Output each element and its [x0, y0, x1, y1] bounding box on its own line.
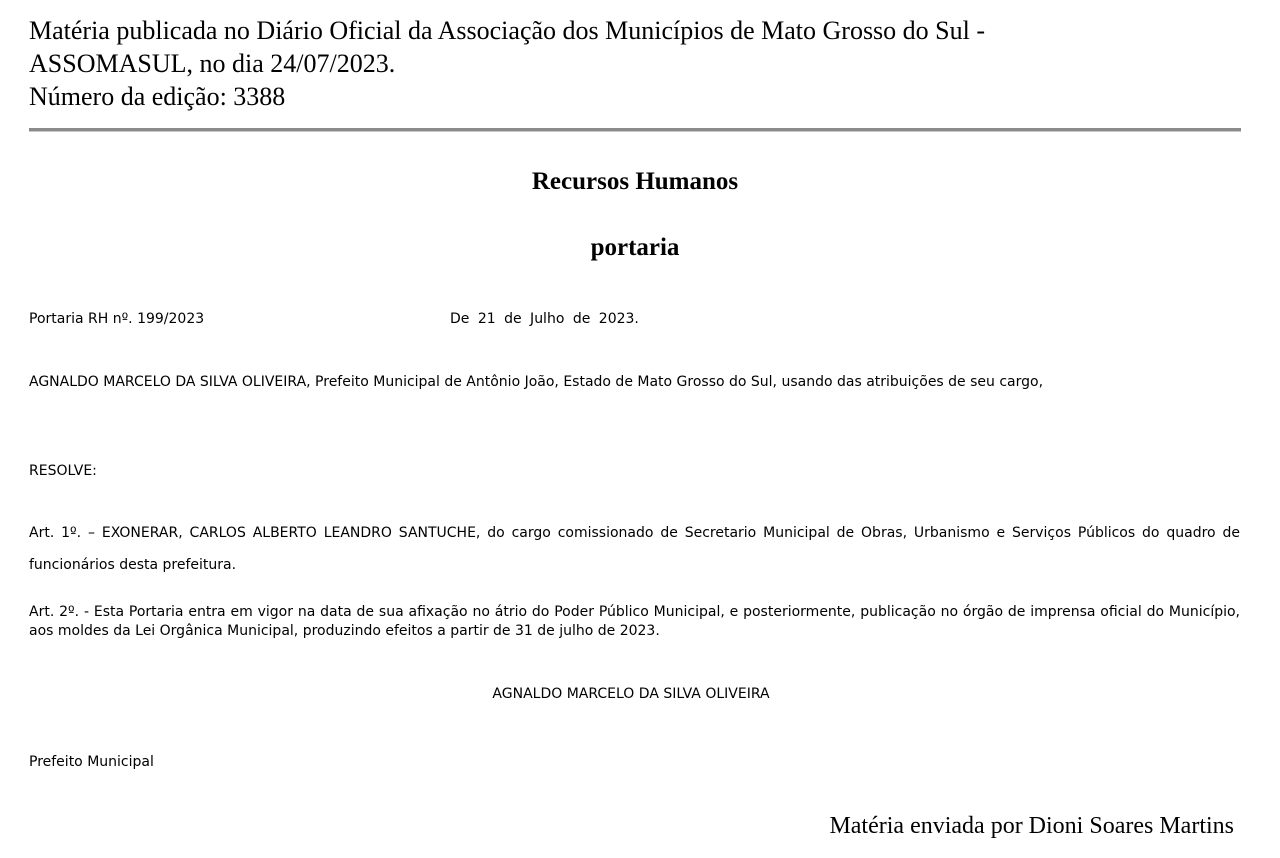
signature-name: AGNALDO MARCELO DA SILVA OLIVEIRA [492, 686, 770, 702]
publication-header-line-1: Matéria publicada no Diário Oficial da Associação dos Municípios de Mato Grosso do Sul - [29, 16, 986, 45]
header-divider [29, 128, 1241, 132]
edition-number: Número da edição: 3388 [29, 82, 286, 111]
portaria-heading-line [29, 311, 1241, 327]
portaria-number: Portaria RH nº. 199/2023 [29, 311, 205, 327]
article-1: Art. 1º. – EXONERAR, CARLOS ALBERTO LEANDRO SANTUCHE, do cargo comissionado de Secretario Municipal de Obras, Urbanismo e Serviços Públicos do quadro de funcionários desta prefeitura. [29, 525, 1240, 573]
intro-paragraph: AGNALDO MARCELO DA SILVA OLIVEIRA, Prefeito Municipal de Antônio João, Estado de Mato Grosso do Sul, usando das atribuições de seu cargo, [29, 374, 1044, 390]
publication-header [29, 14, 1249, 113]
publication-header-line-2: ASSOMASUL, no dia 24/07/2023. [29, 49, 396, 78]
section-subtitle: portaria [590, 234, 680, 261]
sent-by-footer: Matéria enviada por Dioni Soares Martins [829, 813, 1234, 839]
portaria-date: De 21 de Julho de 2023. [450, 311, 639, 327]
resolve-heading: RESOLVE: [29, 463, 97, 479]
article-2: Art. 2º. - Esta Portaria entra em vigor na data de sua afixação no átrio do Poder Público Municipal, e posteriormente, publicação no órgão de imprensa oficial do Município, aos moldes da Lei Orgânica Municipal, produzindo efeitos a partir de 31 de julho de 2023. [29, 604, 1240, 639]
section-title: Recursos Humanos [531, 168, 739, 195]
signature-role: Prefeito Municipal [29, 754, 154, 770]
